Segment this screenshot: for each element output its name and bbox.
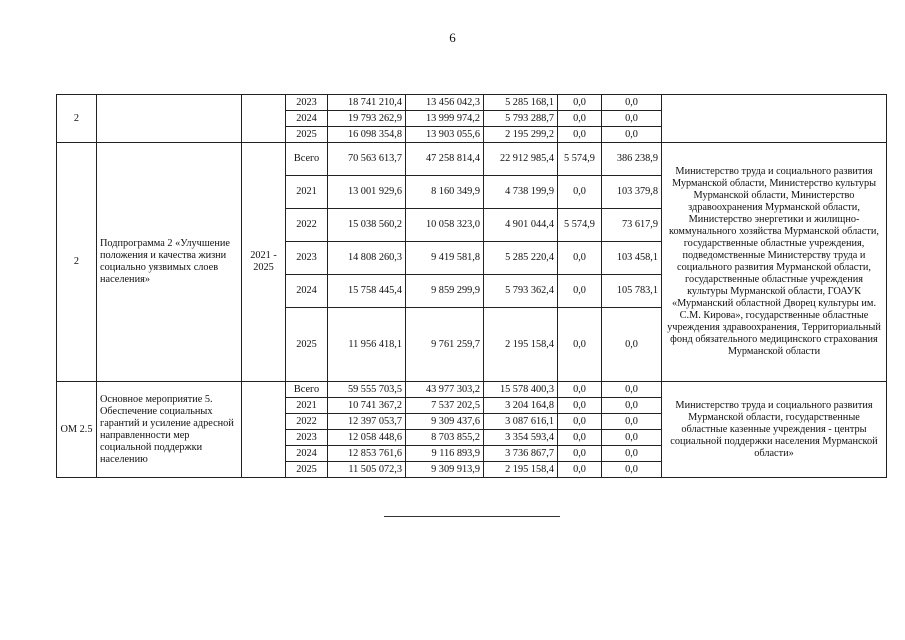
value-cell: 9 309 437,6 <box>406 414 484 430</box>
value-cell: 2 195 299,2 <box>484 127 558 143</box>
year-cell: Всего <box>286 143 328 176</box>
year-cell: 2025 <box>286 308 328 382</box>
total-cell: 16 098 354,8 <box>328 127 406 143</box>
value-cell: 9 419 581,8 <box>406 242 484 275</box>
value-cell: 0,0 <box>602 414 662 430</box>
value-cell: 2 195 158,4 <box>484 308 558 382</box>
value-cell: 8 160 349,9 <box>406 176 484 209</box>
row-number-cell: 2 <box>57 143 97 382</box>
value-cell: 105 783,1 <box>602 275 662 308</box>
table-row <box>57 143 887 176</box>
total-cell: 59 555 703,5 <box>328 382 406 398</box>
value-cell: 4 901 044,4 <box>484 209 558 242</box>
year-cell: 2023 <box>286 95 328 111</box>
value-cell: 4 738 199,9 <box>484 176 558 209</box>
value-cell: 3 204 164,8 <box>484 398 558 414</box>
period-cell <box>242 95 286 143</box>
value-cell: 0,0 <box>558 382 602 398</box>
year-cell: 2025 <box>286 462 328 478</box>
value-cell: 0,0 <box>558 414 602 430</box>
value-cell: 3 354 593,4 <box>484 430 558 446</box>
value-cell: 0,0 <box>558 275 602 308</box>
value-cell: 0,0 <box>558 176 602 209</box>
value-cell: 0,0 <box>602 430 662 446</box>
name-cell: Подпрограмма 2 «Улучшение положения и качества жизни социально уязвимых слоев населения» <box>97 143 242 382</box>
value-cell: 0,0 <box>602 111 662 127</box>
total-cell: 13 001 929,6 <box>328 176 406 209</box>
value-cell: 73 617,9 <box>602 209 662 242</box>
year-cell: 2023 <box>286 242 328 275</box>
value-cell: 0,0 <box>602 308 662 382</box>
name-cell: Основное мероприятие 5. Обеспечение социальных гарантий и усиление адресной направленности мер социальной поддержки населению <box>97 382 242 478</box>
value-cell: 0,0 <box>558 242 602 275</box>
value-cell: 13 903 055,6 <box>406 127 484 143</box>
table-row <box>57 382 887 398</box>
total-cell: 18 741 210,4 <box>328 95 406 111</box>
total-cell: 19 793 262,9 <box>328 111 406 127</box>
value-cell: 5 793 288,7 <box>484 111 558 127</box>
block-2-continued <box>57 95 887 143</box>
value-cell: 15 578 400,3 <box>484 382 558 398</box>
year-cell: 2023 <box>286 430 328 446</box>
row-number-cell: 2 <box>57 95 97 143</box>
table-row <box>57 95 887 111</box>
year-cell: 2021 <box>286 176 328 209</box>
value-cell: 0,0 <box>602 127 662 143</box>
year-cell: 2022 <box>286 414 328 430</box>
year-cell: 2022 <box>286 209 328 242</box>
value-cell: 0,0 <box>558 430 602 446</box>
page-number: 6 <box>449 30 456 45</box>
value-cell: 0,0 <box>558 308 602 382</box>
period-cell: 2021 - 2025 <box>242 143 286 382</box>
value-cell: 9 309 913,9 <box>406 462 484 478</box>
value-cell: 47 258 814,4 <box>406 143 484 176</box>
executors-cell <box>662 95 887 143</box>
value-cell: 7 537 202,5 <box>406 398 484 414</box>
value-cell: 9 116 893,9 <box>406 446 484 462</box>
total-cell: 12 853 761,6 <box>328 446 406 462</box>
total-cell: 11 505 072,3 <box>328 462 406 478</box>
value-cell: 0,0 <box>558 446 602 462</box>
executors-cell: Министерство труда и социального развития Мурманской области, Министерство культуры Мурманской области, Министерство здравоохранения Мурманской области, Министерство энергетики и жилищно-коммунального хозяйства Мурманской области, государственные областные учреждения, подведомственные Министерству труда и социального развития Мурманской области, государственные областные учреждения культуры Мурманской области, ГОАУК «Мурманский областной Дворец культуры им. С.М. Кирова», государственные областные учреждения здравоохранения, Территориальный фонд обязательного медицинского страхования Мурманской области <box>662 143 887 382</box>
value-cell: 5 285 168,1 <box>484 95 558 111</box>
value-cell: 8 703 855,2 <box>406 430 484 446</box>
value-cell: 0,0 <box>602 95 662 111</box>
value-cell: 0,0 <box>558 95 602 111</box>
value-cell: 2 195 158,4 <box>484 462 558 478</box>
value-cell: 3 736 867,7 <box>484 446 558 462</box>
value-cell: 0,0 <box>602 446 662 462</box>
value-cell: 5 574,9 <box>558 143 602 176</box>
value-cell: 103 379,8 <box>602 176 662 209</box>
value-cell: 0,0 <box>602 462 662 478</box>
footer-separator-line <box>384 516 560 517</box>
row-number-cell: ОМ 2.5 <box>57 382 97 478</box>
year-cell: Всего <box>286 382 328 398</box>
block-main-activity-2-5 <box>57 382 887 478</box>
value-cell: 103 458,1 <box>602 242 662 275</box>
total-cell: 15 758 445,4 <box>328 275 406 308</box>
value-cell: 0,0 <box>558 462 602 478</box>
value-cell: 9 761 259,7 <box>406 308 484 382</box>
total-cell: 11 956 418,1 <box>328 308 406 382</box>
total-cell: 10 741 367,2 <box>328 398 406 414</box>
value-cell: 13 456 042,3 <box>406 95 484 111</box>
value-cell: 43 977 303,2 <box>406 382 484 398</box>
value-cell: 5 574,9 <box>558 209 602 242</box>
value-cell: 5 285 220,4 <box>484 242 558 275</box>
value-cell: 0,0 <box>558 127 602 143</box>
value-cell: 386 238,9 <box>602 143 662 176</box>
year-cell: 2024 <box>286 446 328 462</box>
value-cell: 5 793 362,4 <box>484 275 558 308</box>
total-cell: 70 563 613,7 <box>328 143 406 176</box>
total-cell: 12 397 053,7 <box>328 414 406 430</box>
period-cell <box>242 382 286 478</box>
year-cell: 2021 <box>286 398 328 414</box>
block-subprogram-2 <box>57 143 887 382</box>
total-cell: 14 808 260,3 <box>328 242 406 275</box>
value-cell: 10 058 323,0 <box>406 209 484 242</box>
year-cell: 2024 <box>286 111 328 127</box>
year-cell: 2025 <box>286 127 328 143</box>
value-cell: 0,0 <box>558 111 602 127</box>
total-cell: 15 038 560,2 <box>328 209 406 242</box>
value-cell: 0,0 <box>602 398 662 414</box>
budget-table <box>56 94 887 478</box>
value-cell: 13 999 974,2 <box>406 111 484 127</box>
value-cell: 9 859 299,9 <box>406 275 484 308</box>
value-cell: 3 087 616,1 <box>484 414 558 430</box>
year-cell: 2024 <box>286 275 328 308</box>
value-cell: 0,0 <box>602 382 662 398</box>
name-cell <box>97 95 242 143</box>
executors-cell: Министерство труда и социального развития Мурманской области, государственные областные казенные учреждения - центры социальной поддержки населения Мурманской области» <box>662 382 887 478</box>
value-cell: 0,0 <box>558 398 602 414</box>
value-cell: 22 912 985,4 <box>484 143 558 176</box>
total-cell: 12 058 448,6 <box>328 430 406 446</box>
